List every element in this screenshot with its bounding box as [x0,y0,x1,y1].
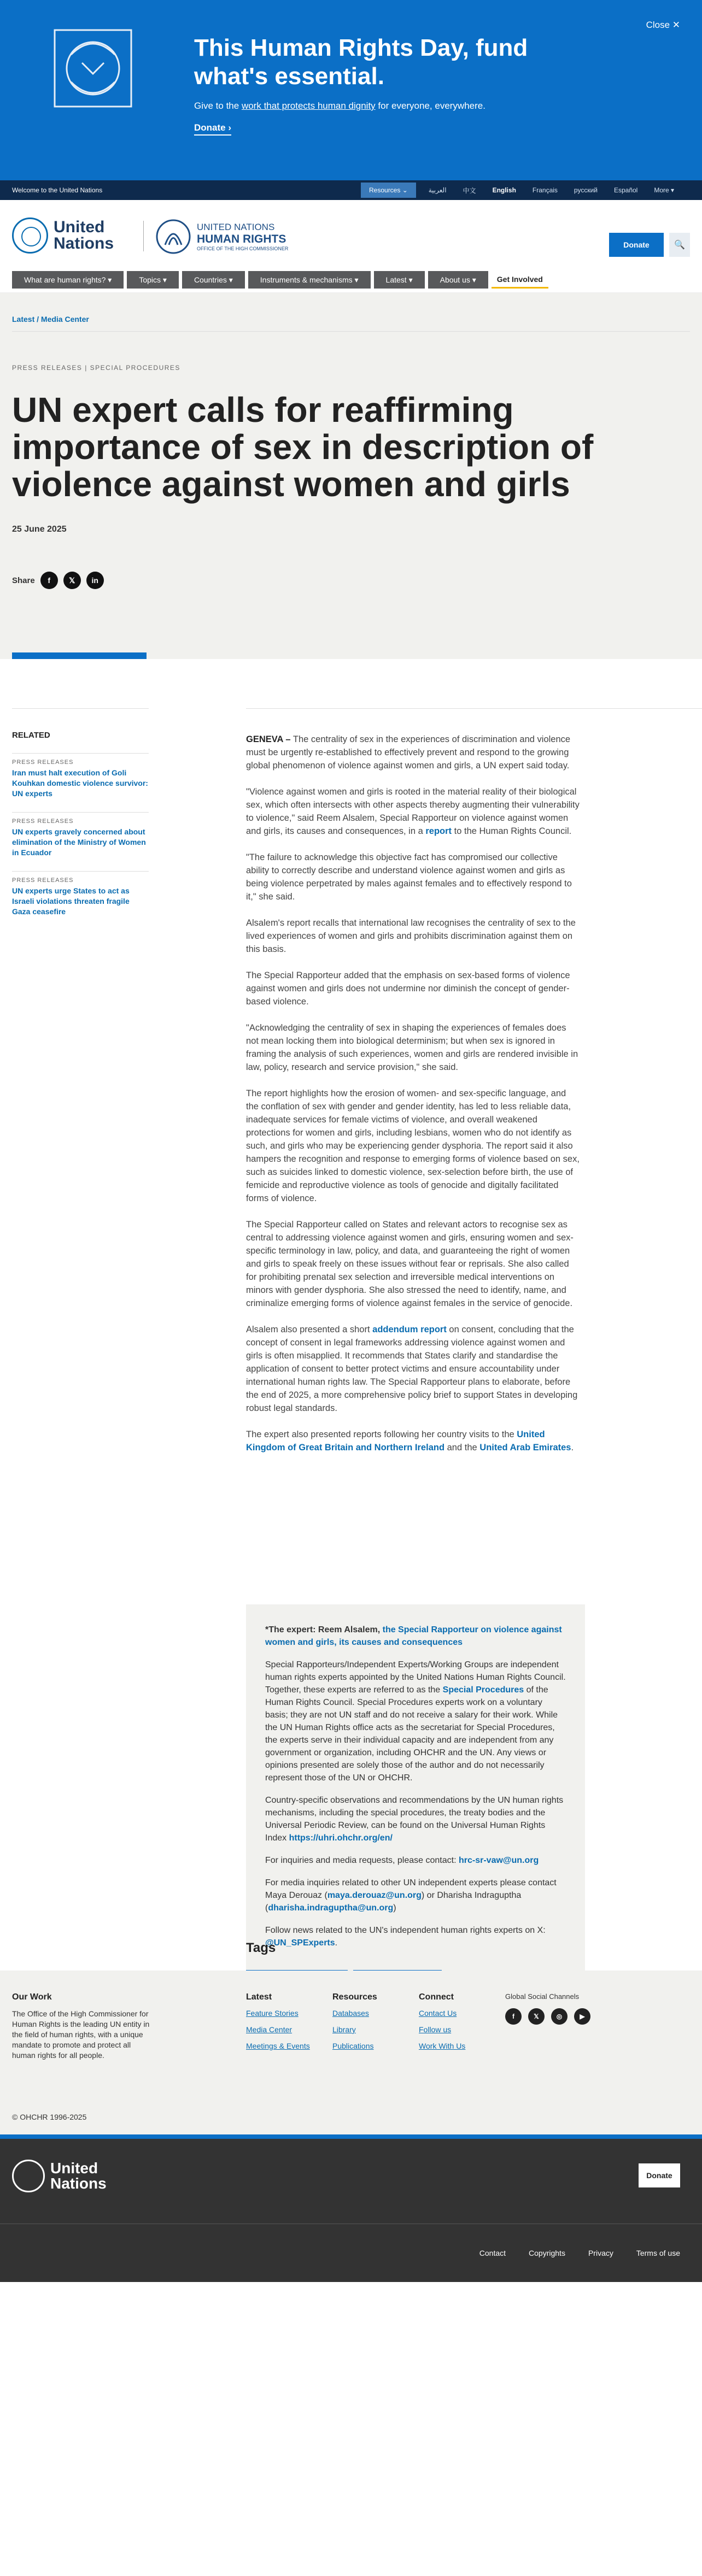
maya-email-link[interactable]: maya.derouaz@un.org [327,1891,422,1900]
ohchr-line3: OFFICE OF THE HIGH COMMISSIONER [197,246,289,251]
related-link[interactable]: Iran must halt execution of Goli Kouhkan domestic violence survivor: UN experts [12,768,148,798]
lang-more-dropdown[interactable]: More ▾ [654,186,675,194]
paragraph [265,1658,566,1784]
facebook-icon[interactable]: f [505,2008,522,2025]
x-account-link[interactable]: @UN_SPExperts [265,1938,335,1948]
language-selector [361,180,682,200]
paragraph: The Special Rapporteur added that the emphasis on sex-based forms of violence against women and girls does not undermine nor diminish the concept of gender-based violence. [246,971,570,1007]
article-categories: PRESS RELEASES | SPECIAL PROCEDURES [12,364,180,372]
uae-report-link[interactable]: United Arab Emirates [479,1443,571,1452]
main-content [0,659,702,1971]
banner-donate-link[interactable] [194,122,231,136]
paragraph: "The failure to acknowledge this objective fact has compromised our collective ability to correctly describe and understand violence against women and girls as being violence perpetrated by males against females and to effectively respond to it," she said. [246,852,572,902]
related-kicker: PRESS RELEASES [12,877,74,884]
footer-latest [246,1992,310,2058]
footer-heading: Our Work [12,1992,52,2002]
paragraph-text: . [571,1443,574,1452]
nav-topics[interactable]: Topics ▾ [127,271,179,289]
site-footer [0,1971,702,2134]
paragraph-text: Follow news related to the UN's independent human rights experts on X: [265,1926,546,1935]
un-footer [0,2134,702,2282]
un-emblem-icon [12,2160,45,2192]
share-label: Share [12,575,35,585]
paragraph-text: . [335,1938,338,1948]
resources-dropdown[interactable]: Resources ⌄ [361,183,416,198]
un-logo-line2: Nations [54,234,114,252]
youtube-icon[interactable]: ▶ [574,2008,590,2025]
banner-subtitle [194,101,485,111]
ohchr-line2: HUMAN RIGHTS [197,233,286,245]
paragraph-text: Special Rapporteurs/Independent Experts/Working Groups are independent human rights experts appointed by the United Nations Human Rights Council. Together, these experts are referred to as the [265,1660,566,1695]
lang-spanish[interactable]: Español [613,186,638,194]
nav-countries[interactable]: Countries ▾ [182,271,245,289]
paragraph: The Special Rapporteur called on States and relevant actors to recognise sex as central to addressing violence against women and girls, ensuring women and sex-specific terminology in law, policy, and data, and guaranteeing the right of women and girls to speak freely on these issues without fear or reprisals. She also called for prohibiting prenatal sex selection and irreversible medical interventions on minors with gender dysphoria. She also stressed the need to identify, name, and criminalize emerging forms of violence against females in the service of genocide. [246,1220,574,1308]
paragraph [246,733,580,772]
related-sidebar [12,708,149,917]
paragraph: "Acknowledging the centrality of sex in shaping the experiences of females does not mean locking them into biological determinism; but when sex is ignored in framing the analysis of such experiences, women and girls are rendered invisible in law, policy, research and service provision," she said. [246,1023,578,1072]
dharisha-email-link[interactable]: dharisha.indraguptha@un.org [268,1903,394,1913]
un-footer-line2: Nations [50,2175,107,2192]
paragraph-text: For media inquiries related to other UN independent experts please contact Maya Derouaz ( [265,1878,557,1900]
addendum-report-link[interactable]: addendum report [372,1325,447,1334]
uhri-link[interactable]: https://uhri.ohchr.org/en/ [289,1833,393,1843]
article-hero [0,293,702,659]
publish-date: 25 June 2025 [12,525,67,534]
facebook-icon[interactable]: f [40,572,58,589]
related-kicker: PRESS RELEASES [12,759,74,766]
ohchr-emblem-icon [154,217,192,256]
nav-instruments-mechanisms[interactable]: Instruments & mechanisms ▾ [248,271,371,289]
banner-work-link[interactable]: work that protects human dignity [241,101,376,111]
related-kicker: PRESS RELEASES [12,818,74,825]
paragraph-text: of the Human Rights Council. Special Procedures experts work on a voluntary basis; they are not UN staff and do not receive a salary for their work. While the UN Human Rights office acts as the secretariat for Special Procedures, the experts serve in their individual capacity and are independent from any government or organization, including OHCHR and the UN. Any views or opinions presented are solely those of the author and do not necessarily represent those of the UN or OHCHR. [265,1685,558,1783]
un-logo[interactable] [12,217,114,254]
related-item [12,871,149,917]
report-link[interactable]: report [425,826,452,836]
related-item [12,812,149,858]
paragraph-text: Country-specific observations and recommendations by the UN human rights mechanisms, including the special procedures, the treaty bodies and the Universal Periodic Review, can be found on the Universal Human Rights Index [265,1796,564,1843]
related-link[interactable]: UN experts urge States to act as Israeli violations threaten fragile Gaza ceasefire [12,886,130,916]
paragraph: The report highlights how the erosion of women- and sex-specific language, and the conflation of sex with gender and gender identity, has led to less reliable data, inadequate services for female victims of violence, and overall weakened protections for women and girls, including lesbians, women who do not identify as such, and girls who may be experiencing gender dysphoria. The report said it also hampers the recognition and response to emerging forms of violence based on sex, such as suicides linked to domestic violence, sex-selection before birth, the use of femicide and reproductive violence as tools of genocide and digitally facilitated forms of violence. [246,1089,580,1203]
ohchr-line1: UNITED NATIONS [197,222,275,232]
paragraph-text: ) or Dharisha Indraguptha ( [265,1891,522,1913]
uk-report-link[interactable]: United Kingdom of Great Britain and Northern Ireland [246,1430,545,1452]
banner-sub-suffix: for everyone, everywhere. [378,101,485,111]
search-icon: 🔍 [674,240,685,250]
site-header [0,200,702,293]
footer-link[interactable]: Media Center [246,2025,292,2034]
expert-info-box [246,1604,585,1975]
terms-link[interactable]: Terms of use [636,2249,680,2257]
privacy-link[interactable]: Privacy [588,2249,613,2257]
banner-sub-prefix: Give to the [194,101,239,111]
footer-heading: Resources [332,1992,377,2002]
welcome-link[interactable]: Welcome to the United Nations [12,186,103,194]
banner-illustration [44,22,142,115]
expert-lead [265,1624,566,1649]
page-title: UN expert calls for reaffirming importance of sex in description of violence against women and girls [12,390,594,504]
paragraph [265,1794,566,1844]
lang-chinese[interactable]: 中文 [463,186,476,195]
footer-our-work [12,1992,154,2061]
paragraph-text: and the [447,1443,477,1452]
share-bar [12,572,104,589]
contact-email-link[interactable]: hrc-sr-vaw@un.org [458,1856,539,1865]
chevron-right-icon: › [228,122,232,133]
social-title: Global Social Channels [505,1992,580,2001]
divider [12,331,690,332]
lang-french[interactable]: Français [532,186,558,194]
lang-russian[interactable]: русский [574,186,598,194]
nav-what-are-human-rights[interactable]: What are human rights? ▾ [12,271,124,289]
paragraph-text: The centrality of sex in the experiences of discrimination and violence must be urgently re-established to effectively prevent and respond to the growing global phenomenon of violence against women and girls, a UN expert said today. [246,734,571,771]
main-navigation [12,271,548,289]
nav-get-involved[interactable]: Get Involved [492,271,548,289]
nav-about-us[interactable]: About us ▾ [428,271,488,289]
social-icons [505,2008,590,2025]
logo-divider [143,221,144,251]
copyright: © OHCHR 1996-2025 [12,2113,87,2121]
top-utility-bar [0,180,702,200]
lang-arabic[interactable]: العربية [428,186,447,194]
paragraph-text: ) [393,1903,396,1913]
paragraph [246,1323,580,1415]
copyrights-link[interactable]: Copyrights [529,2249,565,2257]
banner-title: This Human Rights Day, fund what's essential. [194,34,528,90]
paragraph-text: on consent, concluding that the concept of consent in legal frameworks addressing violence against women and girls is often misapplied. It recommends that States clarify and standardise the application of consent to better protect victims and ensure accountability under international human rights law. The Special Rapporteur plans to elaborate, before the end of 2025, a more comprehensive policy brief to support States in developing robust legal standards. [246,1325,578,1413]
search-button[interactable] [669,233,690,257]
special-procedures-link[interactable]: Special Procedures [442,1685,524,1695]
lang-english[interactable]: English [492,186,516,194]
nav-latest[interactable]: Latest ▾ [374,271,425,289]
footer-social [505,1992,590,2025]
expert-name: *The expert: Reem Alsalem, [265,1625,381,1634]
paragraph [246,1428,580,1454]
footer-connect [419,1992,465,2058]
footer-link[interactable]: Follow us [419,2025,452,2034]
footer-link[interactable]: Meetings & Events [246,2042,310,2050]
un-emblem-icon [12,217,48,254]
tags-title: Tags [246,1940,276,1955]
special-rapporteur-link[interactable]: the Special Rapporteur on violence against women and girls, its causes and consequences [265,1625,562,1647]
footer-heading: Latest [246,1992,272,2002]
banner-close-button[interactable]: Close ✕ [646,20,680,30]
paragraph-text: "Violence against women and girls is rooted in the material reality of their biological sex, which often intersects with other aspects thereby augmenting their vulnerability to violence," said Reem Alsalem, Special Rapporteur on violence against women and girls, its causes and consequences, in a [246,787,580,836]
accent-bar [12,652,147,659]
breadcrumb[interactable]: Latest / Media Center [12,315,89,324]
footer-link[interactable]: Work With Us [419,2042,466,2050]
related-title: RELATED [12,708,149,740]
paragraph [246,785,580,838]
donation-banner [0,0,702,180]
contact-link[interactable]: Contact [479,2249,506,2257]
paragraph: Alsalem's report recalls that international law recognises the centrality of sex to the lived experiences of women and girls and prohibits discrimination against them on this basis. [246,918,576,954]
footer-link[interactable]: Publications [332,2042,374,2050]
related-item [12,753,149,799]
article-body [246,733,580,1467]
footer-resources [332,1992,377,2058]
footer-link[interactable]: Library [332,2025,356,2034]
paragraph [265,1877,566,1914]
ohchr-logo[interactable] [154,217,288,256]
footer-link[interactable]: Contact Us [419,2009,457,2018]
legal-links [479,2249,680,2257]
paragraph-text: The expert also presented reports following her country visits to the [246,1430,514,1439]
banner-donate-label: Donate [194,122,226,133]
un-footer-logo[interactable] [12,2160,107,2192]
paragraph [265,1854,566,1867]
instagram-icon[interactable]: ◎ [551,2008,568,2025]
header-donate-button[interactable]: Donate [609,233,664,257]
paragraph-text: to the Human Rights Council. [454,826,572,836]
un-footer-line1: United [50,2160,98,2177]
paragraph-text: For inquiries and media requests, please contact: [265,1856,457,1865]
footer-link[interactable]: Databases [332,2009,369,2018]
dateline: GENEVA – [246,734,291,744]
divider [246,708,702,709]
footer-link[interactable]: Feature Stories [246,2009,299,2018]
footer-donate-button[interactable]: Donate [639,2163,680,2187]
footer-about-text: The Office of the High Commissioner for Human Rights is the leading UN entity in the field of human rights, with a unique mandate to promote and protect all human rights for all people. [12,2009,150,2060]
un-logo-line1: United [54,218,105,236]
linkedin-icon[interactable]: in [86,572,104,589]
x-twitter-icon[interactable]: 𝕏 [63,572,81,589]
related-link[interactable]: UN experts gravely concerned about elimination of the Ministry of Women in Ecuador [12,827,146,857]
footer-heading: Connect [419,1992,454,2002]
x-twitter-icon[interactable]: 𝕏 [528,2008,545,2025]
paragraph-text: Alsalem also presented a short [246,1325,370,1334]
